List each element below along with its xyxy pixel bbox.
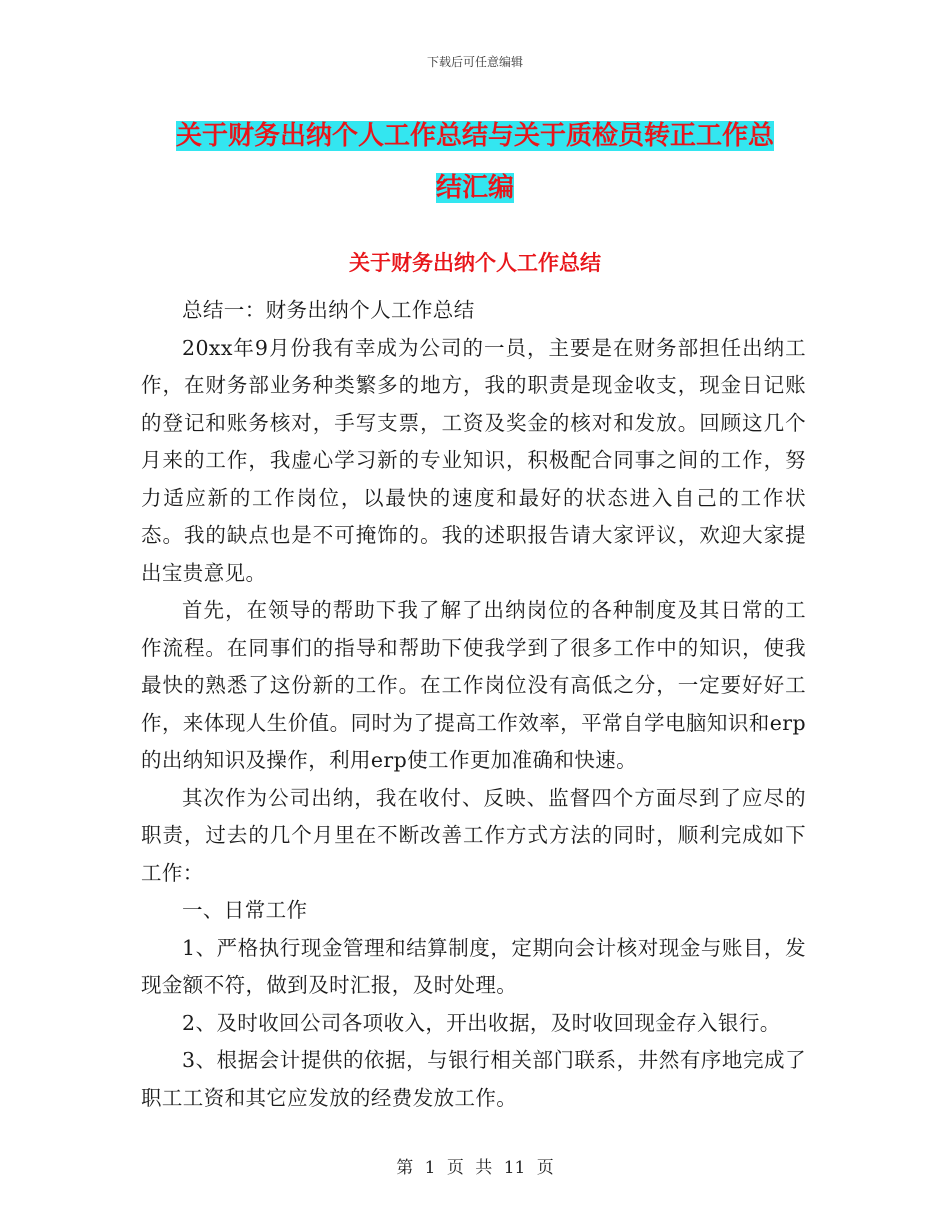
document-body (141, 292, 806, 1117)
paragraph: 1、严格执行现金管理和结算制度，定期向会计核对现金与账目，发现金额不符，做到及时汇报，及时处理。 (141, 935, 806, 997)
document-title-line-2: 结汇编 (435, 173, 514, 203)
paragraph: 总结一：财务出纳个人工作总结 (182, 298, 475, 322)
section-title: 关于财务出纳个人工作总结 (349, 250, 601, 275)
document-title-line-1: 关于财务出纳个人工作总结与关于质检员转正工作总 (175, 121, 774, 151)
page-header-note: 下载后可任意编辑 (426, 55, 523, 69)
paragraph: 一、日常工作 (182, 898, 308, 922)
paragraph: 其次作为公司出纳，我在收付、反映、监督四个方面尽到了应尽的职责，过去的几个月里在不断改善工作方式方法的同时，顺利完成如下工作： (141, 785, 806, 885)
paragraph: 首先，在领导的帮助下我了解了出纳岗位的各种制度及其日常的工作流程。在同事们的指导和帮助下使我学到了很多工作中的知识，使我最快的熟悉了这份新的工作。在工作岗位没有高低之分，一定要好好工作，来体现人生价值。同时为了提高工作效率，平常自学电脑知识和erp的出纳知识及操作，利用erp使工作更加准确和快速。 (141, 598, 806, 772)
page-footer: 第 1 页 共 11 页 (396, 1158, 554, 1178)
paragraph: 2、及时收回公司各项收入，开出收据，及时收回现金存入银行。 (182, 1010, 781, 1035)
document-title (140, 110, 810, 214)
paragraph: 20xx年9月份我有幸成为公司的一员，主要是在财务部担任出纳工作，在财务部业务种类繁多的地方，我的职责是现金收支，现金日记账的登记和账务核对，手写支票，工资及奖金的核对和发放。回顾这几个月来的工作，我虚心学习新的专业知识，积极配合同事之间的工作，努力适应新的工作岗位，以最快的速度和最好的状态进入自己的工作状态。我的缺点也是不可掩饰的。我的述职报告请大家评议，欢迎大家提出宝贵意见。 (141, 335, 806, 585)
paragraph: 3、根据会计提供的依据，与银行相关部门联系，井然有序地完成了职工工资和其它应发放的经费发放工作。 (141, 1048, 806, 1110)
